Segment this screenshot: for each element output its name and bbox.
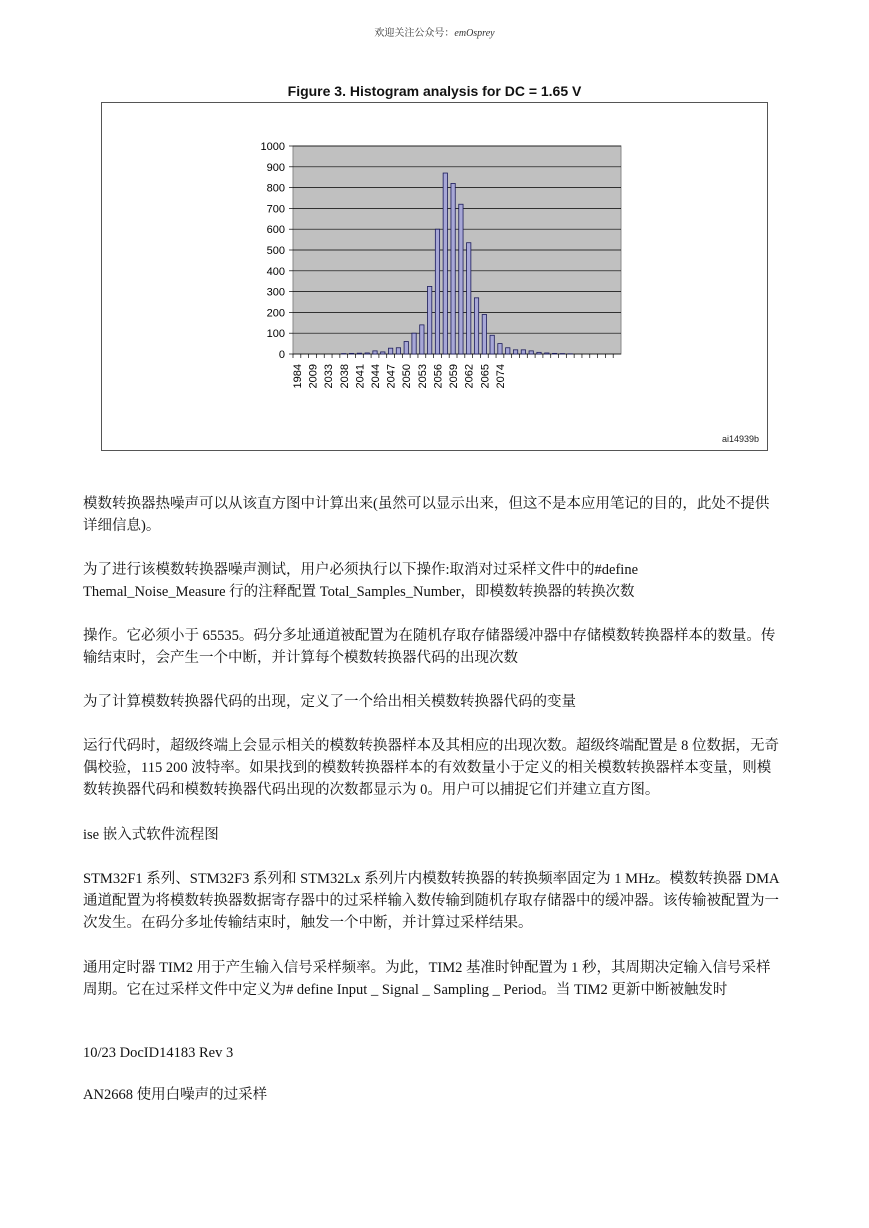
figure-title: Figure 3. Histogram analysis for DC = 1.65 V (287, 83, 582, 99)
histogram-bar (404, 342, 408, 354)
x-tick-label: 2047 (385, 364, 398, 389)
page-footer-number: 10/23 DocID14183 Rev 3 (83, 1045, 234, 1061)
paragraph-4: 为了计算模数转换器代码的出现，定义了一个给出相关模数转换器代码的变量 (83, 694, 576, 710)
histogram-bar (365, 353, 369, 354)
x-tick-label: 2053 (416, 364, 429, 389)
y-tick-label: 400 (266, 265, 285, 278)
y-tick-labels (261, 141, 285, 361)
paragraph-6: ise 嵌入式软件流程图 (83, 827, 219, 843)
histogram-bar (482, 314, 486, 354)
y-tick-label: 600 (266, 224, 285, 237)
histogram-bar (498, 344, 502, 354)
x-tick-label: 2041 (354, 364, 367, 389)
histogram-chart (102, 103, 767, 450)
histogram-bar (459, 204, 463, 354)
header-account: emOsprey (454, 28, 495, 39)
histogram-bar (412, 333, 416, 354)
paragraph-8: 通用定时器 TIM2 用于产生输入信号采样频率。为此，TIM2 基准时钟配置为 1 秒，其周期决定输入信号采样周期。它在过采样文件中定义为# define Input _ Signal _ Sampling _ Period。当 TIM2 更新中断被触发时 (83, 960, 771, 998)
histogram-bar (357, 353, 361, 354)
histogram-bar (506, 348, 510, 354)
histogram-bar (467, 243, 471, 354)
figure-code: ai14939b (721, 434, 759, 444)
paragraph-5: 运行代码时，超级终端上会显示相关的模数转换器样本及其相应的出现次数。超级终端配置是 8 位数据，无奇偶校验，115 200 波特率。如果找到的模数转换器样本的有效数量小于定义的相关模数转换器样本变量，则模数转换器代码和模数转换器代码出现的次数都显示为 0。用户可以捕捉它们并建立直方图。 (83, 738, 779, 798)
histogram-bar (537, 352, 541, 354)
x-tick-label: 2062 (463, 364, 476, 389)
paragraph-1: 模数转换器热噪声可以从该直方图中计算出来(虽然可以显示出来，但这不是本应用笔记的目的，此处不提供详细信息)。 (83, 496, 770, 534)
histogram-bar (349, 353, 353, 354)
y-tick-label: 100 (266, 328, 285, 341)
histogram-bar (529, 351, 533, 354)
y-tick-label: 900 (266, 161, 285, 174)
y-tick-label: 500 (266, 245, 285, 257)
histogram-bar (490, 335, 494, 354)
x-tick-label: 2059 (448, 364, 461, 389)
x-tick-label: 2009 (307, 364, 320, 389)
page-footer-title: AN2668 使用白噪声的过采样 (83, 1087, 268, 1103)
paragraph-3: 操作。它必须小于 65535。码分多址通道被配置为在随机存取存储器缓冲器中存储模数转换器样本的数量。传输结束时，会产生一个中断，并计算每个模数转换器代码的出现次数 (83, 628, 776, 666)
y-tick-label: 700 (266, 203, 285, 216)
histogram-bar (381, 352, 385, 354)
histogram-bar (552, 353, 556, 354)
x-tick-label: 2065 (479, 364, 492, 389)
histogram-bar (443, 173, 447, 354)
header-prefix: 欢迎关注公众号： (374, 28, 455, 39)
histogram-bar (373, 351, 377, 354)
y-tick-label: 1000 (260, 141, 285, 153)
x-tick-label: 2074 (494, 364, 507, 389)
y-tick-label: 800 (266, 182, 285, 195)
paragraph-2: 为了进行该模数转换器噪声测试，用户必须执行以下操作:取消对过采样文件中的#define Themal_Noise_Measure 行的注释配置 Total_Samples_Number，即模数转换器的转换次数 (83, 562, 639, 600)
histogram-bar (545, 353, 549, 354)
x-tick-label: 2044 (370, 364, 382, 389)
histogram-bar (451, 183, 455, 354)
x-tick-label: 2038 (338, 364, 351, 389)
histogram-bar (428, 286, 432, 354)
x-tick-label: 2050 (401, 364, 414, 389)
y-tick-label: 300 (266, 286, 285, 299)
y-tick-label: 0 (278, 349, 285, 361)
histogram-bar (420, 325, 424, 354)
histogram-bar (396, 348, 400, 354)
y-tick-label: 200 (266, 307, 285, 320)
histogram-bar (474, 298, 478, 354)
x-tick-label: 1984 (291, 364, 304, 389)
figure-frame (101, 102, 768, 451)
x-tick-label: 2056 (432, 364, 445, 389)
paragraph-7: STM32F1 系列、STM32F3 系列和 STM32Lx 系列片内模数转换器的转换频率固定为 1 MHz。模数转换器 DMA 通道配置为将模数转换器数据寄存器中的过采样输入数传输到随机存取存储器中的缓冲器。该传输被配置为一次发生。在码分多址传输结束时，触发一个中断，并计算过采样结果。 (83, 871, 779, 931)
histogram-bar (435, 229, 439, 354)
histogram-bar (388, 348, 392, 354)
x-tick-labels (292, 364, 507, 388)
x-tick-label: 2033 (323, 364, 336, 389)
page-header (0, 24, 869, 39)
histogram-bar (513, 350, 517, 354)
histogram-bar (521, 350, 525, 354)
